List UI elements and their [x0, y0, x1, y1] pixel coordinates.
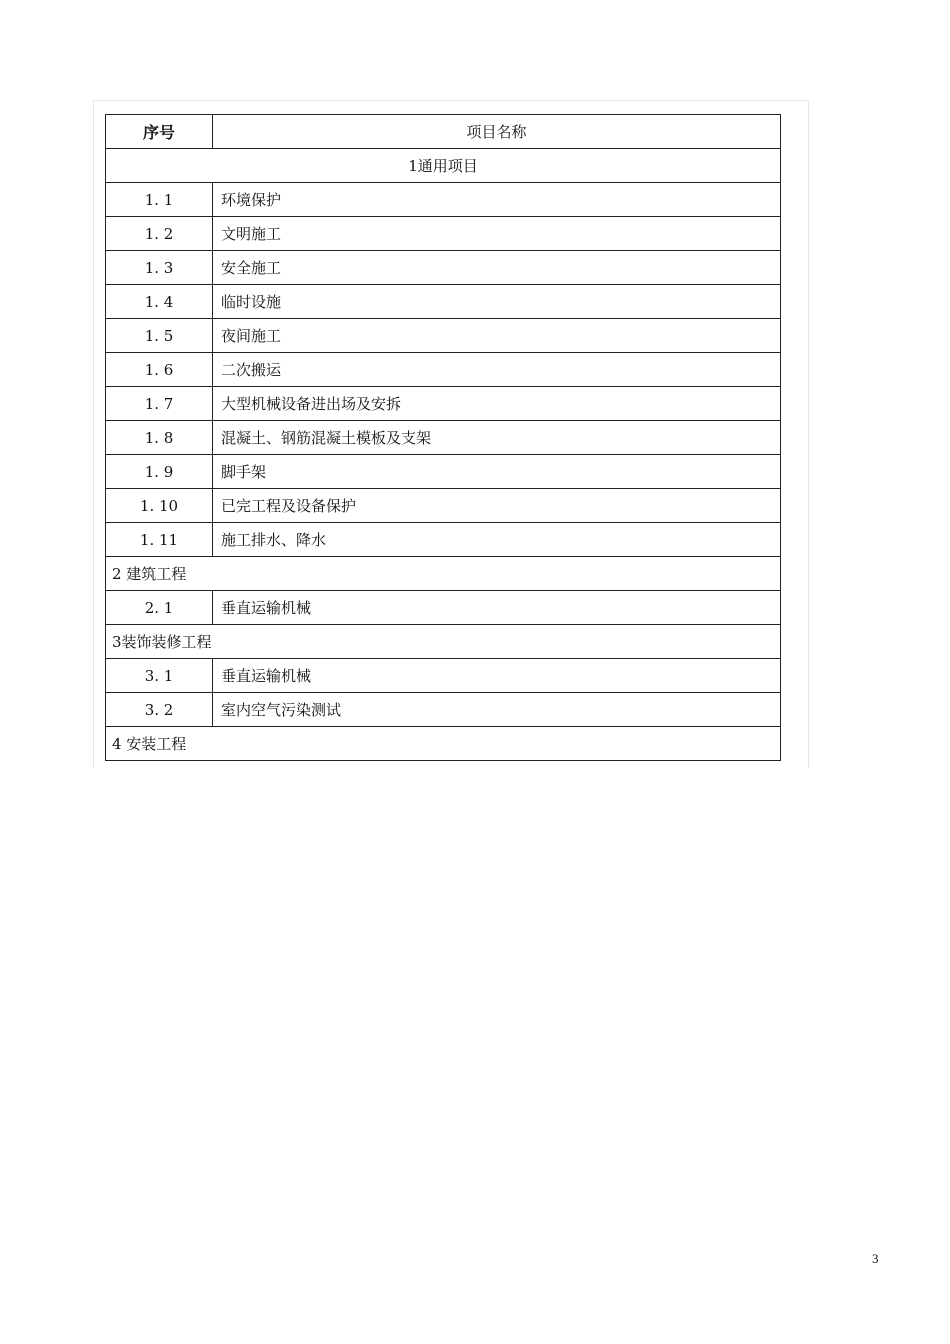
section-label: 3装饰装修工程: [106, 625, 781, 659]
item-number: 1. 7: [106, 387, 213, 421]
item-number: 3. 2: [106, 693, 213, 727]
table-row: [106, 489, 781, 523]
item-name: 大型机械设备进出场及安拆: [213, 387, 781, 421]
table-row: [106, 183, 781, 217]
item-name: 环境保护: [213, 183, 781, 217]
item-name: 临时设施: [213, 285, 781, 319]
item-name: 垂直运输机械: [213, 659, 781, 693]
table-row: [106, 285, 781, 319]
item-name: 脚手架: [213, 455, 781, 489]
table-row: [106, 591, 781, 625]
item-number: 1. 4: [106, 285, 213, 319]
table-row: [106, 455, 781, 489]
item-name: 文明施工: [213, 217, 781, 251]
table-row: [106, 523, 781, 557]
item-number: 2. 1: [106, 591, 213, 625]
table-row: [106, 693, 781, 727]
item-name: 室内空气污染测试: [213, 693, 781, 727]
table-row: [106, 251, 781, 285]
table-header-row: [106, 115, 781, 149]
header-number: 序号: [106, 115, 213, 149]
item-name: 已完工程及设备保护: [213, 489, 781, 523]
item-number: 1. 5: [106, 319, 213, 353]
item-number: 1. 9: [106, 455, 213, 489]
item-number: 1. 6: [106, 353, 213, 387]
item-number: 1. 3: [106, 251, 213, 285]
table-row: [106, 421, 781, 455]
table-row: [106, 387, 781, 421]
item-name: 安全施工: [213, 251, 781, 285]
table-row: [106, 659, 781, 693]
item-name: 混凝土、钢筋混凝土模板及支架: [213, 421, 781, 455]
item-number: 1. 11: [106, 523, 213, 557]
item-name: 夜间施工: [213, 319, 781, 353]
item-number: 1. 8: [106, 421, 213, 455]
item-name: 施工排水、降水: [213, 523, 781, 557]
table-row: [106, 319, 781, 353]
items-table: [105, 114, 781, 761]
table-row: [106, 353, 781, 387]
document-page-frame: [93, 100, 809, 768]
section-row: [106, 727, 781, 761]
item-number: 1. 10: [106, 489, 213, 523]
item-name: 二次搬运: [213, 353, 781, 387]
table-row: [106, 217, 781, 251]
item-number: 1. 2: [106, 217, 213, 251]
section-row: [106, 557, 781, 591]
item-number: 1. 1: [106, 183, 213, 217]
section-row: [106, 149, 781, 183]
section-label: 2 建筑工程: [106, 557, 781, 591]
section-label: 1通用项目: [106, 149, 781, 183]
page-number: 3: [872, 1251, 879, 1266]
section-row: [106, 625, 781, 659]
item-name: 垂直运输机械: [213, 591, 781, 625]
section-label: 4 安装工程: [106, 727, 781, 761]
item-number: 3. 1: [106, 659, 213, 693]
header-name: 项目名称: [213, 115, 781, 149]
